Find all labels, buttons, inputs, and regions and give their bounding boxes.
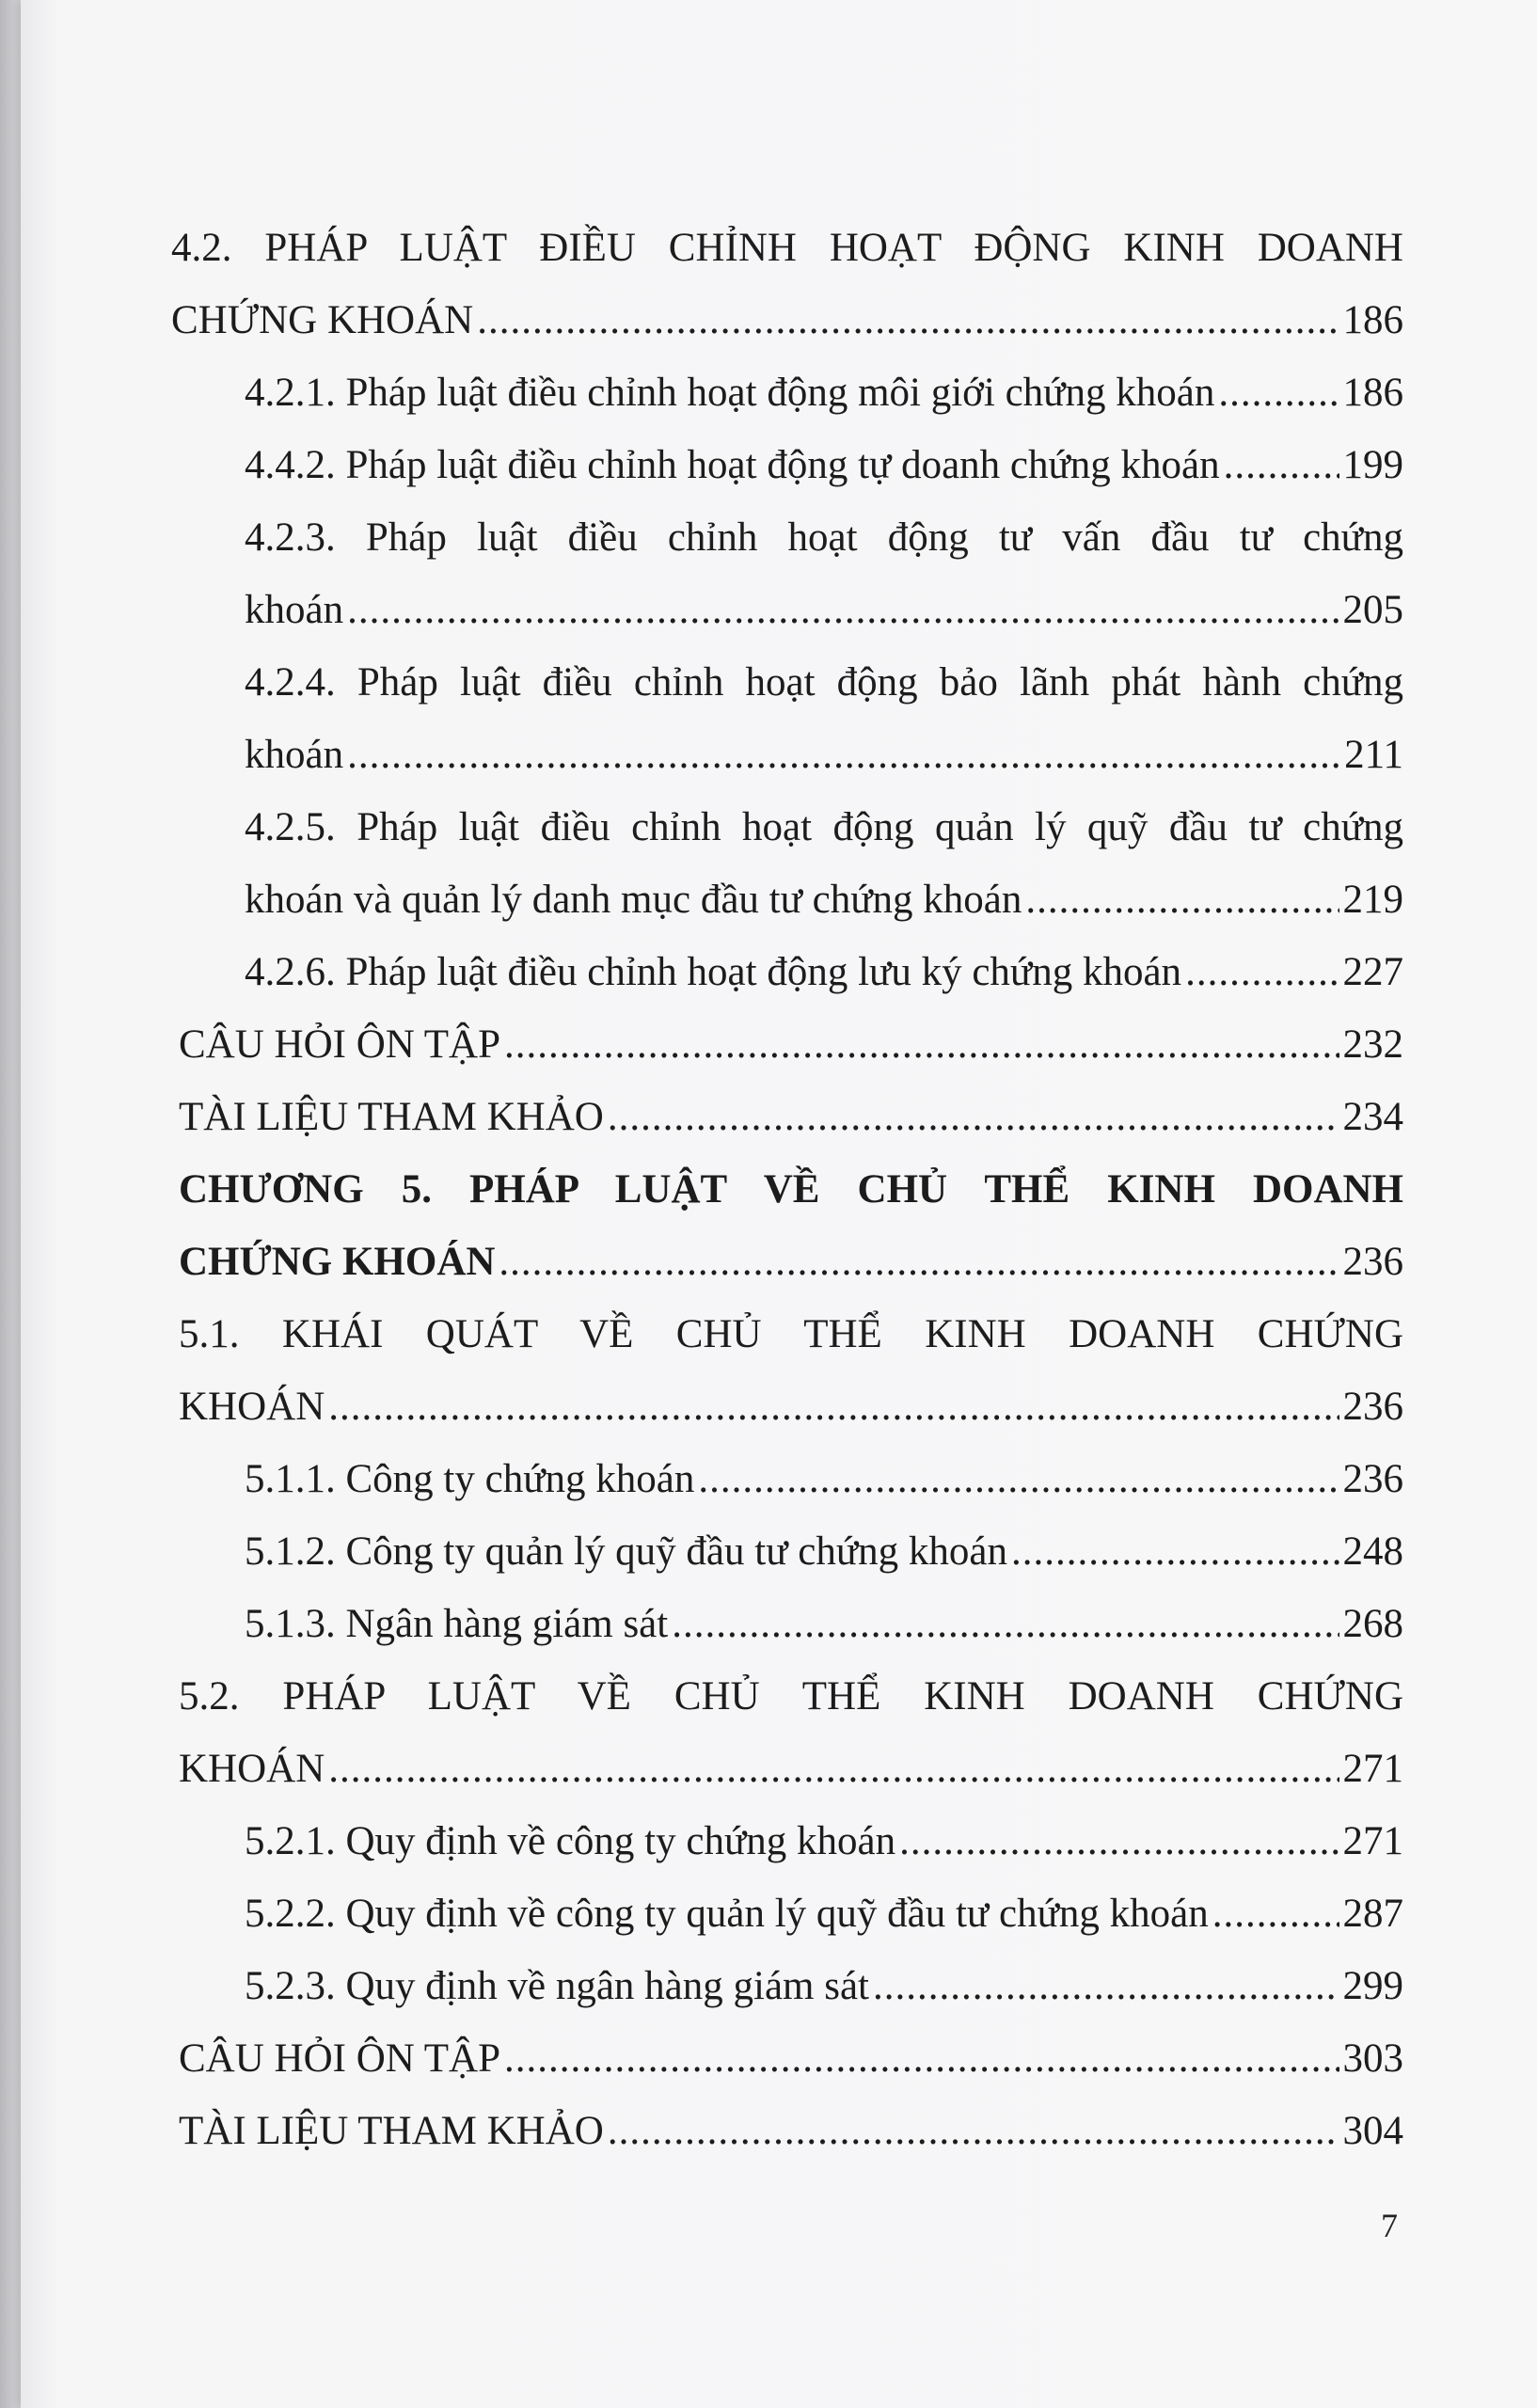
leader-dots bbox=[328, 1370, 1339, 1443]
toc-entry-title: khoán bbox=[245, 733, 344, 777]
toc-entry-4-2 bbox=[171, 212, 1403, 356]
leader-dots bbox=[1224, 429, 1339, 501]
toc-entry-title: CÂU HỎI ÔN TẬP bbox=[179, 1022, 501, 1067]
leader-dots bbox=[328, 1733, 1339, 1805]
toc-entry-5-1-2 bbox=[171, 1515, 1403, 1588]
toc-entry-5-2 bbox=[171, 1660, 1403, 1805]
toc-page-number: 299 bbox=[1342, 1964, 1403, 2008]
toc-entry-4-2-4 bbox=[171, 646, 1403, 791]
toc-entry-tai-lieu-tham-khao bbox=[171, 1081, 1403, 1153]
leader-dots bbox=[672, 1588, 1339, 1660]
leader-dots bbox=[504, 2022, 1339, 2095]
leader-dots bbox=[608, 1081, 1339, 1153]
toc-entry-title: 5.1.1. Công ty chứng khoán bbox=[245, 1457, 695, 1501]
leader-dots bbox=[1218, 356, 1339, 429]
toc-entry-5-1-3 bbox=[171, 1588, 1403, 1660]
toc-entry-cau-hoi-on-tap bbox=[171, 1008, 1403, 1081]
toc-entry-title: 5.2.1. Quy định về công ty chứng khoán bbox=[245, 1819, 896, 1863]
toc-entry-tai-lieu-tham-khao-2 bbox=[171, 2095, 1403, 2167]
leader-dots bbox=[698, 1443, 1339, 1515]
leader-dots bbox=[899, 1805, 1339, 1877]
leader-dots bbox=[347, 574, 1339, 646]
toc-entry-4-2-3 bbox=[171, 501, 1403, 646]
toc-entry-4-2-6 bbox=[171, 936, 1403, 1008]
page-number: 7 bbox=[1381, 2207, 1398, 2244]
leader-dots bbox=[1212, 1877, 1339, 1950]
leader-dots bbox=[608, 2095, 1339, 2167]
toc-entry-title-line1: 4.2. PHÁP LUẬT ĐIỀU CHỈNH HOẠT ĐỘNG KINH DOANH bbox=[171, 226, 1403, 270]
toc-page-number: 199 bbox=[1342, 443, 1403, 487]
book-page bbox=[21, 0, 1537, 2408]
toc-entry-title: TÀI LIỆU THAM KHẢO bbox=[179, 2109, 604, 2153]
toc-entry-title-line1: CHƯƠNG 5. PHÁP LUẬT VỀ CHỦ THỂ KINH DOANH bbox=[179, 1167, 1403, 1212]
leader-dots bbox=[1185, 936, 1339, 1008]
toc-page-number: 271 bbox=[1342, 1747, 1403, 1791]
leader-dots bbox=[1025, 863, 1339, 936]
toc-page-number: 186 bbox=[1342, 371, 1403, 415]
toc-entry-4-2-1 bbox=[171, 356, 1403, 429]
leader-dots bbox=[499, 1226, 1339, 1298]
toc-entry-title: 5.1.2. Công ty quản lý quỹ đầu tư chứng khoán bbox=[245, 1529, 1007, 1574]
table-of-contents bbox=[171, 212, 1403, 2167]
toc-entry-title-line1: 5.2. PHÁP LUẬT VỀ CHỦ THỂ KINH DOANH CHỨNG bbox=[179, 1674, 1403, 1719]
leader-dots bbox=[873, 1950, 1339, 2022]
toc-entry-title-line1: 4.2.3. Pháp luật điều chỉnh hoạt động tư vấn đầu tư chứng bbox=[245, 515, 1403, 560]
toc-page-number: 227 bbox=[1342, 950, 1403, 994]
toc-entry-title: CHỨNG KHOÁN bbox=[179, 1240, 496, 1284]
toc-entry-5-1 bbox=[171, 1298, 1403, 1443]
toc-entry-5-2-2 bbox=[171, 1877, 1403, 1950]
toc-entry-title: 5.2.3. Quy định về ngân hàng giám sát bbox=[245, 1964, 870, 2008]
toc-page-number: 304 bbox=[1342, 2109, 1403, 2153]
toc-entry-title: khoán bbox=[245, 588, 344, 632]
toc-entry-4-4-2 bbox=[171, 429, 1403, 501]
toc-page-number: 236 bbox=[1342, 1457, 1403, 1501]
toc-entry-4-2-5 bbox=[171, 791, 1403, 936]
toc-page-number: 219 bbox=[1342, 878, 1403, 922]
toc-entry-title: KHOÁN bbox=[179, 1385, 325, 1429]
toc-entry-title: 4.2.6. Pháp luật điều chỉnh hoạt động lưu ký chứng khoán bbox=[245, 950, 1182, 994]
toc-page-number: 248 bbox=[1342, 1529, 1403, 1574]
toc-entry-5-1-1 bbox=[171, 1443, 1403, 1515]
toc-entry-title-line1: 4.2.4. Pháp luật điều chỉnh hoạt động bảo lãnh phát hành chứng bbox=[245, 660, 1403, 705]
toc-page-number: 287 bbox=[1342, 1892, 1403, 1936]
leader-dots bbox=[1011, 1515, 1339, 1588]
toc-page-number: 234 bbox=[1342, 1095, 1403, 1139]
toc-page-number: 186 bbox=[1342, 298, 1403, 342]
toc-page-number: 303 bbox=[1342, 2036, 1403, 2081]
leader-dots bbox=[477, 284, 1339, 356]
toc-entry-title-line1: 5.1. KHÁI QUÁT VỀ CHỦ THỂ KINH DOANH CHỨNG bbox=[179, 1312, 1403, 1356]
toc-entry-chuong-5 bbox=[171, 1153, 1403, 1298]
toc-entry-title: TÀI LIỆU THAM KHẢO bbox=[179, 1095, 604, 1139]
toc-entry-title: CÂU HỎI ÔN TẬP bbox=[179, 2036, 501, 2081]
toc-entry-title: khoán và quản lý danh mục đầu tư chứng khoán bbox=[245, 878, 1022, 922]
book-spine-shadow bbox=[0, 0, 21, 2408]
toc-entry-title: 4.2.1. Pháp luật điều chỉnh hoạt động môi giới chứng khoán bbox=[245, 371, 1215, 415]
toc-page-number: 271 bbox=[1342, 1819, 1403, 1863]
toc-page-number: 205 bbox=[1342, 588, 1403, 632]
toc-entry-title: 5.2.2. Quy định về công ty quản lý quỹ đầu tư chứng khoán bbox=[245, 1892, 1209, 1936]
leader-dots bbox=[347, 719, 1340, 791]
toc-entry-5-2-3 bbox=[171, 1950, 1403, 2022]
toc-page-number: 236 bbox=[1342, 1385, 1403, 1429]
toc-entry-title: 4.4.2. Pháp luật điều chỉnh hoạt động tự doanh chứng khoán bbox=[245, 443, 1220, 487]
leader-dots bbox=[504, 1008, 1339, 1081]
toc-entry-cau-hoi-on-tap-2 bbox=[171, 2022, 1403, 2095]
toc-entry-5-2-1 bbox=[171, 1805, 1403, 1877]
toc-page-number: 236 bbox=[1342, 1240, 1403, 1284]
toc-page-number: 211 bbox=[1344, 733, 1403, 777]
toc-entry-title: CHỨNG KHOÁN bbox=[171, 298, 474, 342]
toc-entry-title-line1: 4.2.5. Pháp luật điều chỉnh hoạt động quản lý quỹ đầu tư chứng bbox=[245, 805, 1403, 849]
toc-page-number: 232 bbox=[1342, 1022, 1403, 1067]
toc-entry-title: 5.1.3. Ngân hàng giám sát bbox=[245, 1602, 669, 1646]
toc-page-number: 268 bbox=[1342, 1602, 1403, 1646]
toc-entry-title: KHOÁN bbox=[179, 1747, 325, 1791]
